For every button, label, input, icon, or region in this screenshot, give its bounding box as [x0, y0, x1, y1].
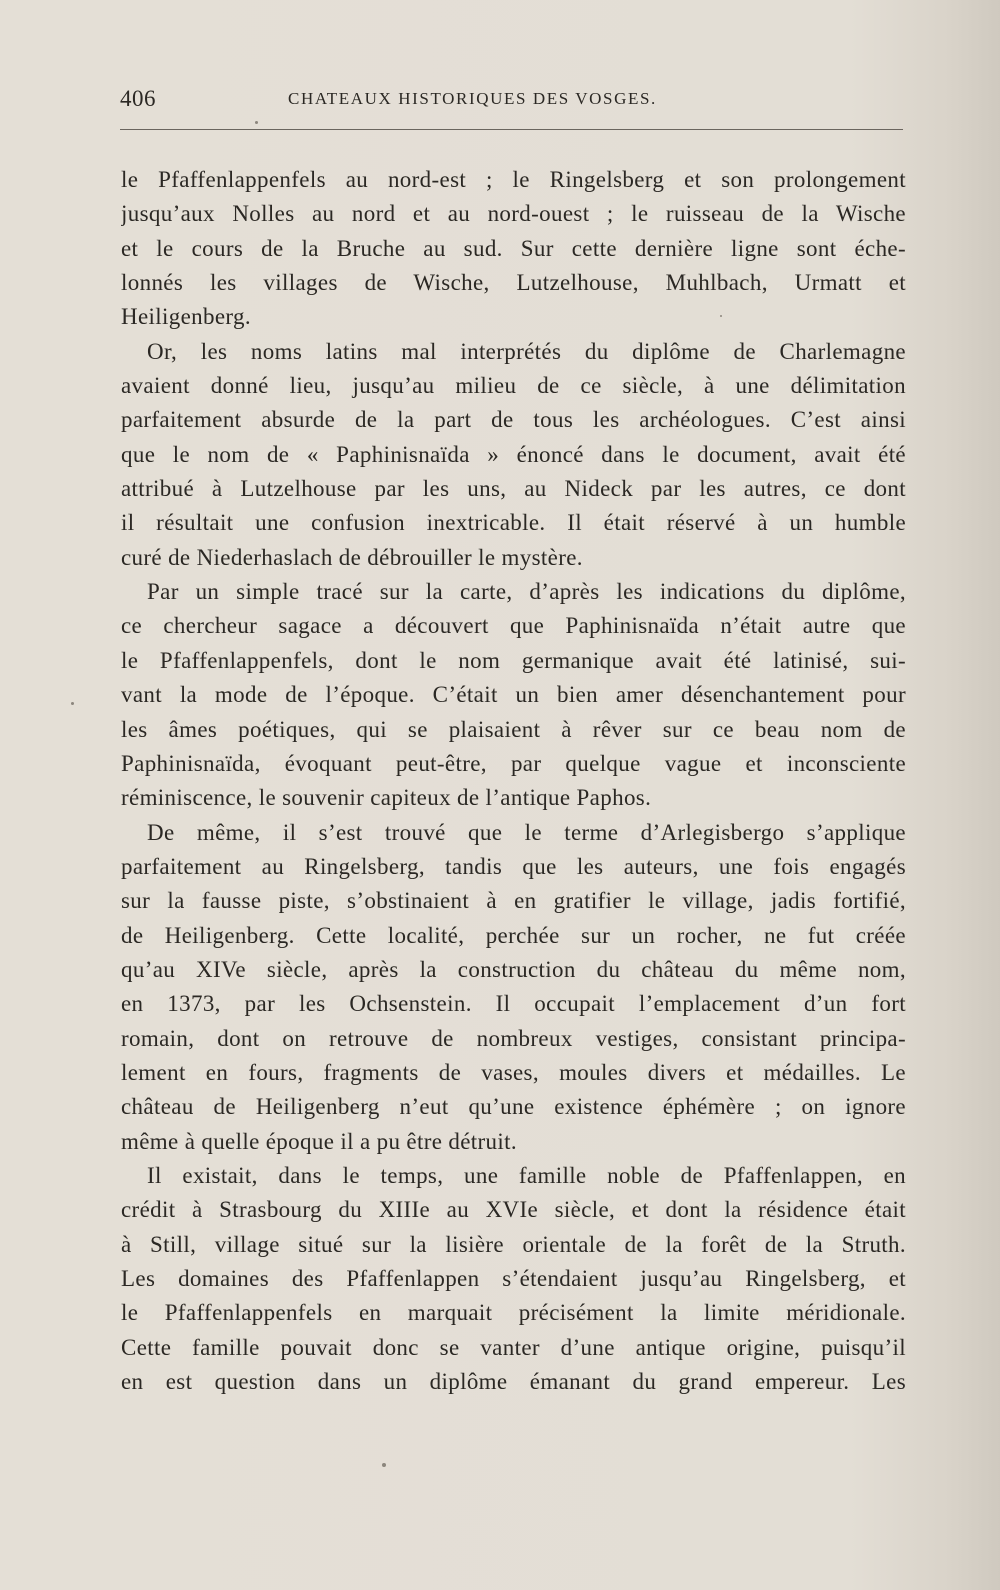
page-number: 406 — [120, 86, 156, 111]
page-header — [120, 86, 900, 116]
text-line: en 1373, par les Ochsenstein. Il occupait l’emplacement d’un fort — [121, 991, 906, 1017]
text-line: Il existait, dans le temps, une famille noble de Pfaffenlappen, en — [147, 1162, 906, 1188]
text-line: sur la fausse piste, s’obstinaient à en gratifier le village, jadis fortifié, — [121, 888, 906, 914]
text-line: Par un simple tracé sur la carte, d’après les indications du diplôme, — [147, 579, 906, 605]
text-line: les âmes poétiques, qui se plaisaient à rêver sur ce beau nom de — [121, 716, 906, 742]
text-line: parfaitement absurde de la part de tous les archéologues. C’est ainsi — [121, 407, 906, 433]
text-line: Les domaines des Pfaffenlappen s’étendaient jusqu’au Ringelsberg, et — [121, 1266, 906, 1291]
header-rule — [120, 129, 903, 130]
text-line: Cette famille pouvait donc se vanter d’une antique origine, puisqu’il — [121, 1334, 906, 1360]
text-line: que le nom de « Paphinisnaïda » énoncé dans le document, avait été — [121, 441, 906, 467]
text-line: jusqu’aux Nolles au nord et au nord-ouest ; le ruisseau de la Wische — [121, 201, 906, 227]
text-line: De même, il s’est trouvé que le terme d’Arlegisbergo s’applique — [147, 819, 906, 845]
text-line: lonnés les villages de Wische, Lutzelhouse, Muhlbach, Urmatt et — [121, 270, 906, 296]
paper-speck — [720, 315, 722, 317]
running-title: CHATEAUX HISTORIQUES DES VOSGES. — [288, 89, 657, 108]
text-line: Heiligenberg. — [121, 304, 251, 330]
text-line: avaient donné lieu, jusqu’au milieu de ce siècle, à une délimitation — [121, 373, 906, 399]
text-line: attribué à Lutzelhouse par les uns, au Nideck par les autres, ce dont — [121, 476, 906, 502]
text-line: romain, dont on retrouve de nombreux vestiges, consistant principa- — [121, 1025, 906, 1051]
text-line: crédit à Strasbourg du XIIIe au XVIe siècle, et dont la résidence était — [121, 1197, 906, 1223]
text-line: en est question dans un diplôme émanant du grand empereur. Les — [121, 1369, 906, 1395]
text-line: curé de Niederhaslach de débrouiller le mystère. — [121, 544, 583, 570]
paper-speck — [71, 702, 74, 705]
text-line: Paphinisnaïda, évoquant peut-être, par quelque vague et inconsciente — [121, 750, 906, 776]
text-line: le Pfaffenlappenfels, dont le nom germanique avait été latinisé, sui- — [121, 647, 906, 673]
text-line: château de Heiligenberg n’eut qu’une existence éphémère ; on ignore — [121, 1094, 906, 1120]
text-line: il résultait une confusion inextricable. Il était réservé à un humble — [121, 510, 906, 536]
text-line: Or, les noms latins mal interprétés du diplôme de Charlemagne — [147, 338, 906, 364]
text-line: parfaitement au Ringelsberg, tandis que les auteurs, une fois engagés — [121, 853, 906, 879]
text-line: de Heiligenberg. Cette localité, perchée sur un rocher, ne fut créée — [121, 922, 906, 948]
text-line: qu’au XIVe siècle, après la construction du château du même nom, — [121, 956, 906, 982]
text-line: même à quelle époque il a pu être détruit. — [121, 1128, 517, 1154]
body-text — [121, 163, 906, 1399]
text-line: vant la mode de l’époque. C’était un bien amer désenchantement pour — [121, 682, 906, 708]
paper-speck — [382, 1463, 386, 1467]
text-line: le Pfaffenlappenfels en marquait précisément la limite méridionale. — [121, 1300, 906, 1326]
text-line: réminiscence, le souvenir capiteux de l’antique Paphos. — [121, 785, 652, 811]
text-line: le Pfaffenlappenfels au nord-est ; le Ringelsberg et son prolongement — [121, 167, 906, 192]
text-line: lement en fours, fragments de vases, moules divers et médailles. Le — [121, 1059, 906, 1085]
text-line: et le cours de la Bruche au sud. Sur cette dernière ligne sont éche- — [121, 235, 906, 261]
text-line: ce chercheur sagace a découvert que Paphinisnaïda n’était autre que — [121, 613, 906, 639]
paper-speck — [255, 121, 258, 124]
text-line: à Still, village situé sur la lisière orientale de la forêt de la Struth. — [121, 1231, 906, 1257]
